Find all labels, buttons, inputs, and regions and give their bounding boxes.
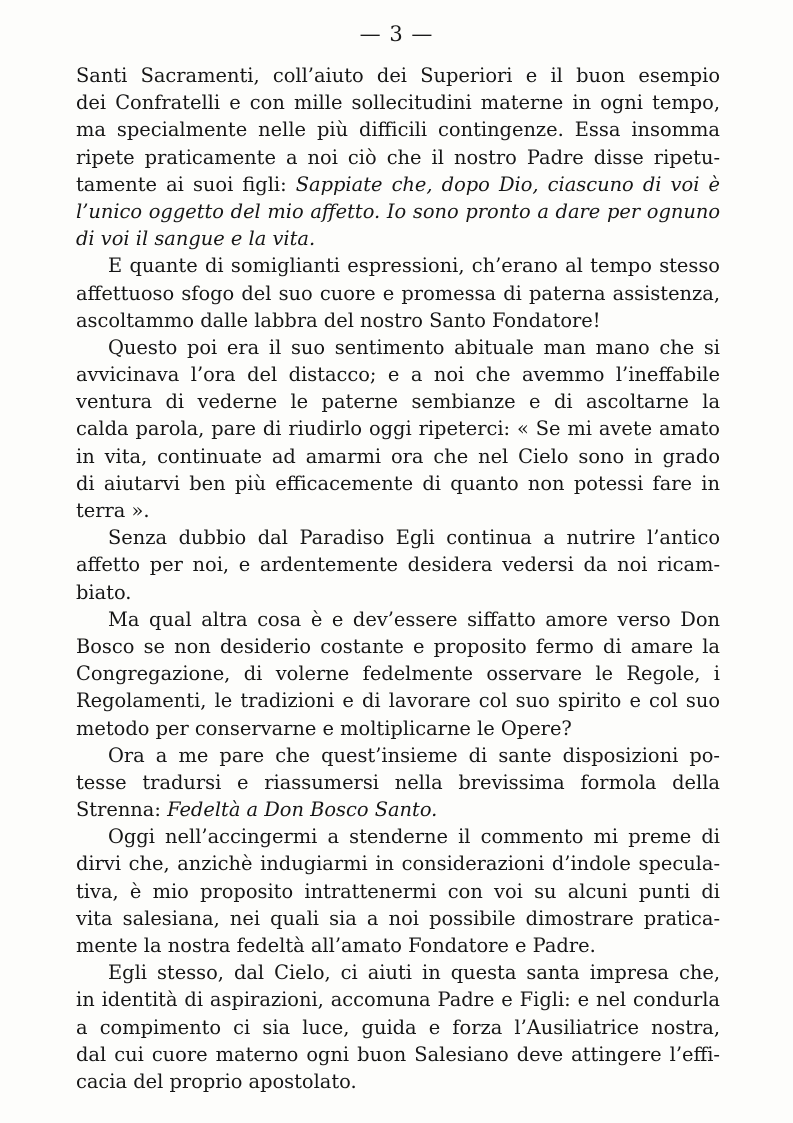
text-line: dei Confratelli e con mille sollecitudini materne in ogni tempo, — [76, 91, 720, 115]
text-line: dal cui cuore materno ogni buon Salesiano deve attingere l’effi- — [76, 1042, 720, 1066]
page-number: — 3 — — [359, 22, 434, 46]
text-line: ripete praticamente a noi ciò che il nostro Padre disse ripetu- — [76, 145, 720, 169]
text-line: di aiutarvi ben più efficacemente di quanto non potessi fare in — [76, 471, 720, 495]
text-line: Egli stesso, dal Cielo, ci aiuti in questa santa impresa che, — [108, 961, 720, 985]
text-line: ma specialmente nelle più difficili contingenze. Essa insomma — [76, 118, 720, 142]
text-line: vita salesiana, nei quali sia a noi possibile dimostrare pratica- — [76, 906, 720, 930]
strenna-title: Fedeltà a Don Bosco Santo. — [167, 798, 438, 822]
text-line: in identità di aspirazioni, accomuna Padre e Figli: e nel condurla — [76, 988, 720, 1012]
text-line: affettuoso sfogo del suo cuore e promessa di paterna assistenza, — [76, 281, 720, 305]
text-line: in vita, continuate ad amarmi ora che nel Cielo sono in grado — [76, 444, 720, 468]
text-line: dirvi che, anzichè indugiarmi in considerazioni d’indole specula- — [76, 852, 720, 876]
text-line — [76, 796, 720, 823]
text-line: calda parola, pare di riudirlo oggi ripeterci: « Se mi avete amato — [76, 417, 720, 441]
text-line: mente la nostra fedeltà all’amato Fondatore e Padre. — [76, 934, 596, 957]
text-line: biato. — [76, 580, 132, 604]
quote-italic: Sappiate che, dopo Dio, ciascuno di voi è — [295, 172, 720, 196]
text-line: Bosco se non desiderio costante e proposito fermo di amare la — [76, 634, 720, 658]
text-line: ventura di vederne le paterne sembianze e di ascoltarne la — [76, 390, 720, 414]
quote-line: l’unico oggetto del mio affetto. Io sono pronto a dare per ognuno — [76, 199, 720, 223]
text-line: terra ». — [76, 499, 150, 522]
text-line: metodo per conservarne e moltiplicarne le Opere? — [76, 716, 572, 740]
text-line: Questo poi era il suo sentimento abituale man mano che si — [108, 335, 720, 359]
text-line: a compimento ci sia luce, guida e forza l’Ausiliatrice nostra, — [76, 1015, 720, 1039]
text-line: tesse tradursi e riassumersi nella brevissima formola della — [76, 770, 720, 794]
text-line: tiva, è mio proposito intrattenermi con voi su alcuni punti di — [76, 879, 720, 903]
text-run: tamente ai suoi figli: — [76, 172, 296, 196]
text-line: Senza dubbio dal Paradiso Egli continua a nutrire l’antico — [108, 526, 720, 550]
text-line: Santi Sacramenti, coll’aiuto dei Superiori e il buon esempio — [76, 64, 720, 87]
text-line — [76, 171, 720, 198]
text-line: avvicinava l’ora del distacco; e a noi che avemmo l’ineffabile — [76, 363, 720, 387]
text-run: Strenna: — [76, 798, 168, 822]
text-line: Regolamenti, le tradizioni e di lavorare col suo spirito e col suo — [76, 689, 720, 713]
text-line: Congregazione, di volerne fedelmente osservare le Regole, i — [76, 662, 720, 686]
quote-line: di voi il sangue e la vita. — [76, 227, 316, 251]
text-line: cacia del proprio apostolato. — [76, 1069, 357, 1093]
text-line: affetto per noi, e ardentemente desidera vedersi da noi ricam- — [76, 553, 720, 577]
text-line: Ora a me pare che quest’insieme di sante disposizioni po- — [108, 743, 720, 767]
text-line: E quante di somiglianti espressioni, ch’erano al tempo stesso — [108, 254, 720, 278]
text-line: Oggi nell’accingermi a stenderne il commento mi preme di — [108, 825, 720, 849]
body-text — [76, 62, 720, 1095]
text-line: Ma qual altra cosa è e dev’essere siffatto amore verso Don — [108, 607, 720, 631]
text-line: ascoltammo dalle labbra del nostro Santo Fondatore! — [76, 308, 601, 332]
